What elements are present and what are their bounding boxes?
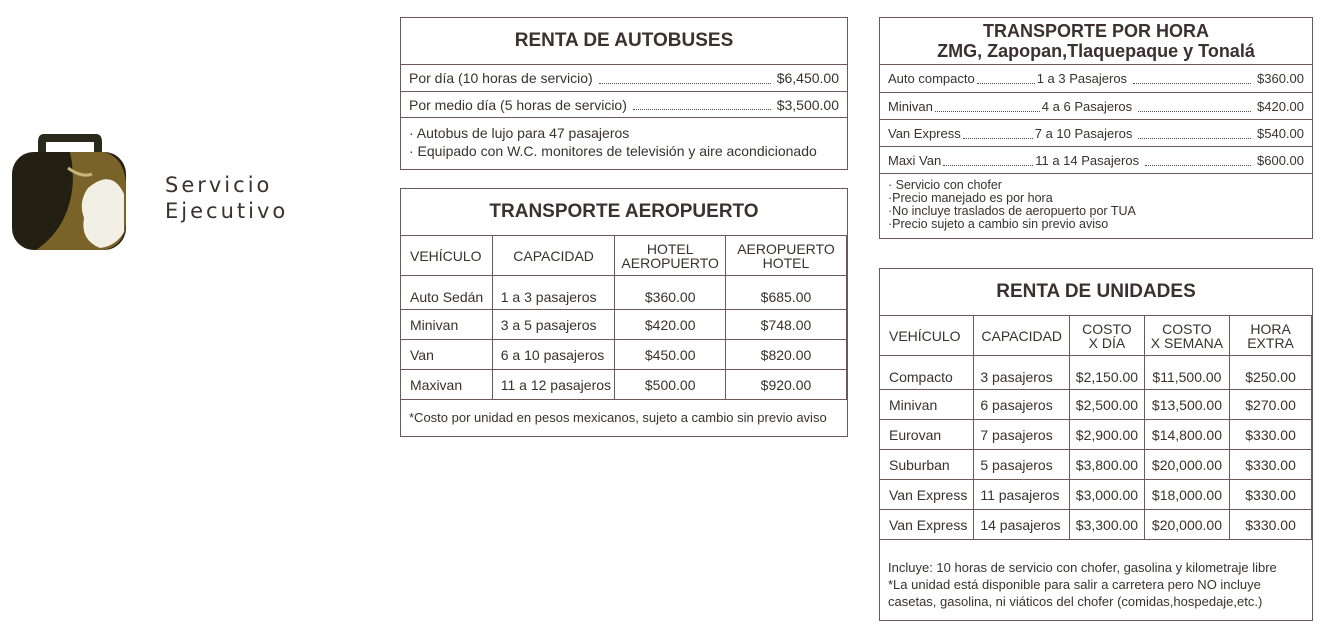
cell-vehicle: Eurovan	[880, 420, 974, 450]
leader-dots	[633, 109, 771, 110]
cell-vehicle: Van Express	[880, 510, 974, 540]
cell-price: $3,800.00	[1070, 450, 1145, 480]
cell-price: $820.00	[725, 340, 846, 370]
cell-capacity: 1 a 3 pasajeros	[492, 276, 615, 310]
table-row	[880, 420, 1312, 450]
cell-price: $330.00	[1230, 480, 1312, 510]
autobuses-row	[401, 65, 847, 91]
leader-dots	[935, 111, 1040, 112]
por-hora-note: ·Precio sujeto a cambio sin previo aviso	[888, 217, 1109, 231]
unidades-notes	[888, 559, 1277, 610]
row-capacity: 11 a 14 Pasajeros	[1035, 152, 1140, 168]
cell-price: $748.00	[725, 310, 846, 340]
cell-price: $18,000.00	[1144, 480, 1229, 510]
leader-dots	[1138, 111, 1251, 112]
cell-capacity: 14 pasajeros	[974, 510, 1070, 540]
col-header: AEROPUERTO HOTEL	[725, 236, 846, 276]
cell-price: $330.00	[1230, 450, 1312, 480]
col-header: HOTEL AEROPUERTO	[615, 236, 726, 276]
col-header: COSTO X SEMANA	[1144, 316, 1229, 356]
table-row	[880, 510, 1312, 540]
cell-capacity: 3 a 5 pasajeros	[492, 310, 615, 340]
cell-price: $3,300.00	[1070, 510, 1145, 540]
col-header: HORA EXTRA	[1230, 316, 1312, 356]
cell-price: $500.00	[615, 370, 726, 400]
cell-price: $2,150.00	[1070, 356, 1145, 390]
cell-capacity: 5 pasajeros	[974, 450, 1070, 480]
row-capacity: 7 a 10 Pasajeros	[1034, 125, 1133, 141]
cell-capacity: 6 a 10 pasajeros	[492, 340, 615, 370]
table-row	[880, 480, 1312, 510]
briefcase-icon	[8, 128, 130, 254]
row-vehicle: Maxi Van	[888, 152, 942, 168]
cell-price: $420.00	[615, 310, 726, 340]
cell-price: $20,000.00	[1144, 510, 1229, 540]
row-price: $540.00	[1257, 125, 1304, 141]
autobuses-title: RENTA DE AUTOBUSES	[401, 18, 847, 65]
por-hora-row	[880, 119, 1312, 146]
cell-price: $2,500.00	[1070, 390, 1145, 420]
autobuses-note: · Autobus de lujo para 47 pasajeros	[409, 125, 630, 141]
cell-capacity: 7 pasajeros	[974, 420, 1070, 450]
table-row	[401, 340, 847, 370]
por-hora-panel	[879, 17, 1313, 239]
col-header: CAPACIDAD	[974, 316, 1070, 356]
aeropuerto-title: TRANSPORTE AEROPUERTO	[401, 189, 847, 236]
autobuses-notes	[409, 124, 817, 160]
cell-price: $11,500.00	[1144, 356, 1229, 390]
cell-price: $2,900.00	[1070, 420, 1145, 450]
table-row	[880, 356, 1312, 390]
brand-title	[165, 172, 288, 224]
cell-price: $330.00	[1230, 420, 1312, 450]
cell-vehicle: Auto Sedán	[401, 276, 493, 310]
row-vehicle: Minivan	[888, 98, 933, 114]
row-capacity: 4 a 6 Pasajeros	[1041, 98, 1133, 114]
cell-price: $330.00	[1230, 510, 1312, 540]
por-hora-title	[880, 18, 1312, 65]
autobuses-note: · Equipado con W.C. monitores de televisión y aire acondicionado	[409, 143, 817, 159]
unidades-title: RENTA DE UNIDADES	[880, 269, 1312, 316]
cell-price: $685.00	[725, 276, 846, 310]
leader-dots	[1133, 83, 1251, 84]
col-header: VEHÍCULO	[401, 236, 493, 276]
por-hora-note: ·Precio manejado es por hora	[888, 191, 1053, 205]
table-row	[880, 390, 1312, 420]
cell-vehicle: Suburban	[880, 450, 974, 480]
table-header-row	[401, 236, 847, 276]
brand-line1: Servicio	[165, 173, 273, 197]
leader-dots	[1145, 165, 1251, 166]
col-header: VEHÍCULO	[880, 316, 974, 356]
por-hora-row	[880, 92, 1312, 119]
cell-price: $14,800.00	[1144, 420, 1229, 450]
table-row	[880, 450, 1312, 480]
cell-price: $13,500.00	[1144, 390, 1229, 420]
por-hora-row	[880, 146, 1312, 173]
table-header-row	[880, 316, 1312, 356]
table-row	[401, 276, 847, 310]
leader-dots	[977, 83, 1035, 84]
cell-capacity: 3 pasajeros	[974, 356, 1070, 390]
unidades-note: *La unidad está disponible para salir a carretera pero NO incluye	[888, 577, 1261, 592]
autobuses-panel	[400, 17, 848, 170]
leader-dots	[943, 165, 1033, 166]
por-hora-note: ·No incluye traslados de aeropuerto por TUA	[888, 204, 1136, 218]
unidades-panel	[879, 268, 1313, 621]
cell-price: $450.00	[615, 340, 726, 370]
cell-vehicle: Maxivan	[401, 370, 493, 400]
por-hora-notes	[888, 179, 1136, 231]
aeropuerto-table	[400, 235, 847, 400]
cell-vehicle: Minivan	[401, 310, 493, 340]
unidades-note: Incluye: 10 horas de servicio con chofer, gasolina y kilometraje libre	[888, 560, 1277, 575]
unidades-table	[879, 315, 1312, 540]
autobuses-row-label: Por día (10 horas de servicio)	[409, 70, 593, 86]
table-row	[401, 310, 847, 340]
row-price: $360.00	[1257, 71, 1304, 86]
cell-capacity: 11 a 12 pasajeros	[492, 370, 615, 400]
col-header: CAPACIDAD	[492, 236, 615, 276]
table-row	[401, 370, 847, 400]
cell-vehicle: Compacto	[880, 356, 974, 390]
por-hora-title-line2: ZMG, Zapopan,Tlaquepaque y Tonalá	[937, 41, 1255, 61]
row-capacity: 1 a 3 Pasajeros	[1036, 71, 1128, 86]
autobuses-row-price: $3,500.00	[776, 96, 839, 113]
por-hora-note: · Servicio con chofer	[888, 178, 1002, 192]
leader-dots	[599, 83, 771, 84]
cell-vehicle: Minivan	[880, 390, 974, 420]
cell-price: $3,000.00	[1070, 480, 1145, 510]
cell-price: $270.00	[1230, 390, 1312, 420]
cell-vehicle: Van	[401, 340, 493, 370]
cell-price: $250.00	[1230, 356, 1312, 390]
cell-vehicle: Van Express	[880, 480, 974, 510]
leader-dots	[963, 138, 1033, 139]
aeropuerto-panel	[400, 188, 848, 437]
cell-price: $920.00	[725, 370, 846, 400]
leader-dots	[1138, 138, 1251, 139]
por-hora-row	[880, 65, 1312, 92]
row-price: $420.00	[1257, 98, 1304, 114]
row-price: $600.00	[1257, 152, 1304, 168]
col-header: COSTO X DÍA	[1070, 316, 1145, 356]
row-vehicle: Auto compacto	[888, 71, 975, 86]
cell-capacity: 6 pasajeros	[974, 390, 1070, 420]
autobuses-row	[401, 91, 847, 117]
row-vehicle: Van Express	[888, 125, 961, 141]
autobuses-row-label: Por medio día (5 horas de servicio)	[409, 96, 627, 113]
cell-price: $360.00	[615, 276, 726, 310]
por-hora-title-line1: TRANSPORTE POR HORA	[982, 21, 1209, 41]
brand-line2: Ejecutivo	[165, 199, 289, 223]
cell-capacity: 11 pasajeros	[974, 480, 1070, 510]
aeropuerto-footnote: *Costo por unidad en pesos mexicanos, sujeto a cambio sin previo aviso	[409, 410, 827, 425]
unidades-note: casetas, gasolina, ni viáticos del chofer (comidas,hospedaje,etc.)	[888, 594, 1263, 609]
cell-price: $20,000.00	[1144, 450, 1229, 480]
autobuses-row-price: $6,450.00	[776, 70, 839, 86]
